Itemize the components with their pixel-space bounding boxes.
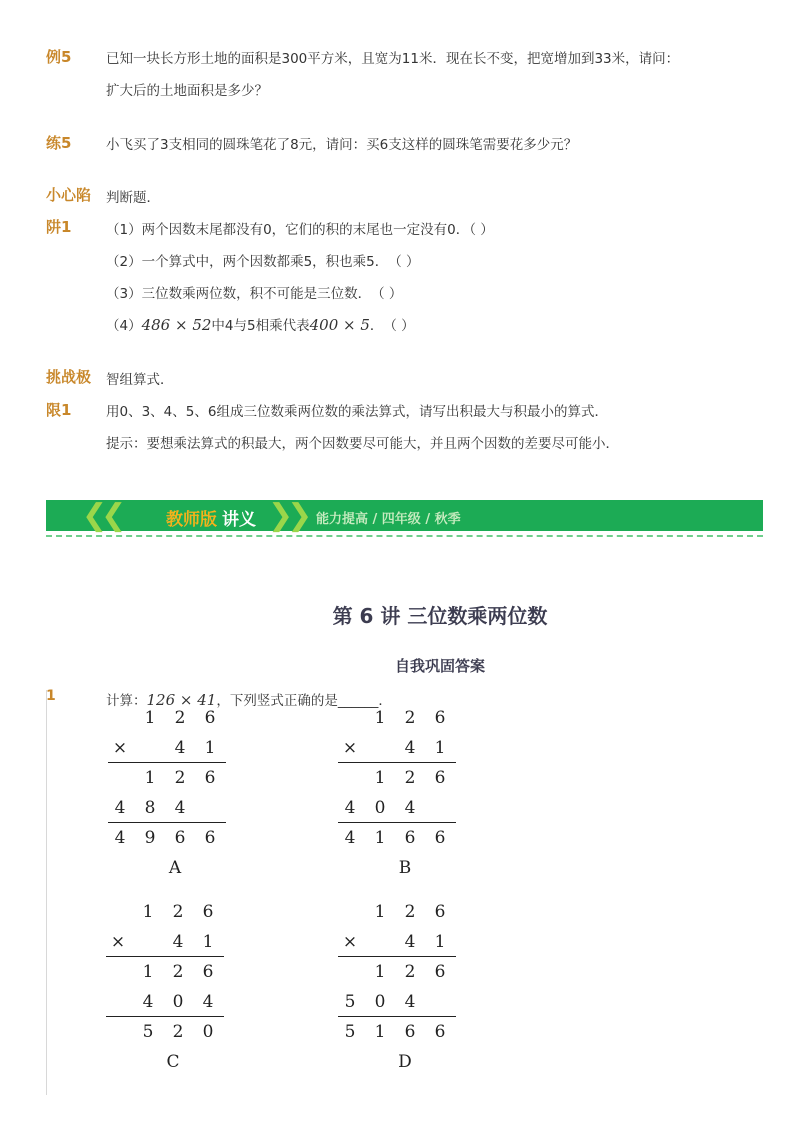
calc-rule-line [106, 956, 224, 957]
digit: 1 [142, 902, 154, 922]
digit: 2 [172, 902, 184, 922]
trap-item-4-prefix: （4） [106, 318, 142, 334]
question-1-text [106, 689, 392, 709]
digit: 1 [374, 708, 386, 728]
trap-item-4-mid: 中4与5相乘代表 [211, 318, 310, 334]
digit: 4 [172, 932, 184, 952]
challenge-intro: 智组算式． [106, 372, 174, 388]
trap-item-1: （1）两个因数末尾都没有0，它们的积的末尾也一定没有0．（ ） [106, 222, 494, 238]
banner-chevron-left-icon: ❮❮ [82, 498, 121, 533]
digit: 1 [204, 738, 216, 758]
digit: 2 [172, 1022, 184, 1042]
multiplier-row [108, 932, 228, 952]
trap-tag: 小心陷 [46, 186, 92, 204]
option-label: D [398, 1052, 412, 1072]
option-label: C [166, 1052, 180, 1072]
digit: 5 [142, 1022, 154, 1042]
challenge-line-2: 提示：要想乘法算式的积最大，两个因数要尽可能大，并且两个因数的差要尽可能小． [106, 436, 619, 452]
digit: 1 [142, 962, 154, 982]
digit: 0 [374, 798, 386, 818]
option-label: A [168, 858, 182, 878]
digit: 6 [404, 828, 416, 848]
digit: 2 [404, 902, 416, 922]
times-sign: × [342, 738, 358, 758]
question-1-number: 1 [46, 688, 56, 704]
digit: 5 [344, 1022, 356, 1042]
digit: 1 [434, 932, 446, 952]
partial-product-1-row [340, 768, 460, 788]
times-sign: × [342, 932, 358, 952]
calc-rule-line [108, 762, 226, 763]
multiplier-row [340, 738, 460, 758]
digit: 1 [374, 1022, 386, 1042]
digit: 4 [404, 932, 416, 952]
multiplicand-row [110, 708, 230, 728]
partial-product-2-row [110, 798, 230, 818]
banner-title-a: 教师版 [166, 510, 217, 530]
digit: 6 [434, 902, 446, 922]
digit: 6 [404, 1022, 416, 1042]
digit: 1 [374, 962, 386, 982]
digit: 6 [174, 828, 186, 848]
digit: 4 [174, 798, 186, 818]
digit: 2 [404, 768, 416, 788]
digit: 6 [434, 708, 446, 728]
times-sign: × [112, 738, 128, 758]
trap-item-4 [106, 314, 415, 334]
digit: 1 [144, 708, 156, 728]
example-5-line-1: 已知一块长方形土地的面积是300平方米，且宽为11米．现在长不变，把宽增加到33米，请问： [106, 51, 680, 67]
trap-intro: 判断题． [106, 190, 160, 206]
times-sign: × [110, 932, 126, 952]
partial-product-1-row [340, 962, 460, 982]
digit: 6 [434, 768, 446, 788]
digit: 6 [434, 1022, 446, 1042]
banner-title-b: 讲义 [222, 510, 256, 530]
digit: 0 [172, 992, 184, 1012]
partial-product-1-row [108, 962, 228, 982]
multiplicand-row [340, 708, 460, 728]
digit: 4 [114, 828, 126, 848]
trap-tag-2: 阱1 [46, 218, 72, 236]
banner-chevron-right-icon: ❯❯ [268, 498, 307, 533]
teacher-edition-banner [46, 500, 763, 531]
digit: 2 [174, 768, 186, 788]
calc-rule-line [338, 1016, 456, 1017]
digit: 8 [144, 798, 156, 818]
digit: 4 [344, 828, 356, 848]
partial-product-2-row [340, 798, 460, 818]
digit: 4 [202, 992, 214, 1012]
digit: 2 [174, 708, 186, 728]
margin-rule [46, 690, 47, 1095]
digit: 9 [144, 828, 156, 848]
lecture-title: 第 6 讲 三位数乘两位数 [332, 604, 548, 628]
digit: 6 [204, 768, 216, 788]
example-5-tag: 例5 [46, 48, 72, 66]
digit: 4 [114, 798, 126, 818]
digit: 2 [404, 962, 416, 982]
trap-item-4-expr2: 400 × 5 [309, 316, 370, 334]
multiplicand-row [108, 902, 228, 922]
trap-item-4-expr: 486 × 52 [141, 316, 212, 334]
section-title: 自我巩固答案 [394, 657, 485, 675]
multiplier-row [110, 738, 230, 758]
multiplicand-row [340, 902, 460, 922]
digit: 6 [204, 828, 216, 848]
practice-5-tag: 练5 [46, 134, 72, 152]
digit: 1 [374, 768, 386, 788]
digit: 2 [404, 708, 416, 728]
calc-rule-line [108, 822, 226, 823]
digit: 2 [172, 962, 184, 982]
digit: 4 [404, 992, 416, 1012]
digit: 4 [344, 798, 356, 818]
digit: 4 [174, 738, 186, 758]
calc-rule-line [338, 822, 456, 823]
digit: 0 [202, 1022, 214, 1042]
partial-product-2-row [340, 992, 460, 1012]
challenge-tag-2: 限1 [46, 401, 72, 419]
trap-item-2: （2）一个算式中，两个因数都乘5，积也乘5． （ ） [106, 254, 420, 270]
digit: 1 [434, 738, 446, 758]
result-row [340, 1022, 460, 1042]
digit: 4 [142, 992, 154, 1012]
challenge-tag: 挑战极 [46, 368, 92, 386]
question-1-suffix: ，下列竖式正确的是______． [216, 693, 392, 709]
digit: 6 [204, 708, 216, 728]
calc-rule-line [106, 1016, 224, 1017]
trap-item-4-suffix: ． （ ） [369, 318, 415, 334]
calc-rule-line [338, 762, 456, 763]
question-1-expr: 126 × 41 [146, 691, 217, 709]
result-row [340, 828, 460, 848]
challenge-line-1: 用0、3、4、5、6组成三位数乘两位数的乘法算式，请写出积最大与积最小的算式． [106, 404, 608, 420]
question-1-prefix: 计算： [106, 693, 147, 709]
digit: 0 [374, 992, 386, 1012]
multiplier-row [340, 932, 460, 952]
digit: 4 [404, 738, 416, 758]
digit: 6 [202, 902, 214, 922]
digit: 1 [202, 932, 214, 952]
practice-5-text: 小飞买了3支相同的圆珠笔花了8元，请问：买6支这样的圆珠笔需要花多少元？ [106, 137, 578, 153]
banner-subtitle: 能力提高 / 四年级 / 秋季 [316, 512, 461, 527]
partial-product-1-row [110, 768, 230, 788]
digit: 6 [434, 962, 446, 982]
partial-product-2-row [108, 992, 228, 1012]
digit: 6 [202, 962, 214, 982]
digit: 6 [434, 828, 446, 848]
digit: 1 [374, 828, 386, 848]
trap-item-3: （3）三位数乘两位数，积不可能是三位数． （ ） [106, 286, 403, 302]
digit: 4 [404, 798, 416, 818]
example-5-line-2: 扩大后的土地面积是多少？ [106, 83, 268, 99]
result-row [108, 1022, 228, 1042]
result-row [110, 828, 230, 848]
digit: 1 [144, 768, 156, 788]
option-label: B [398, 858, 412, 878]
banner-divider [46, 535, 763, 537]
digit: 5 [344, 992, 356, 1012]
calc-rule-line [338, 956, 456, 957]
digit: 1 [374, 902, 386, 922]
